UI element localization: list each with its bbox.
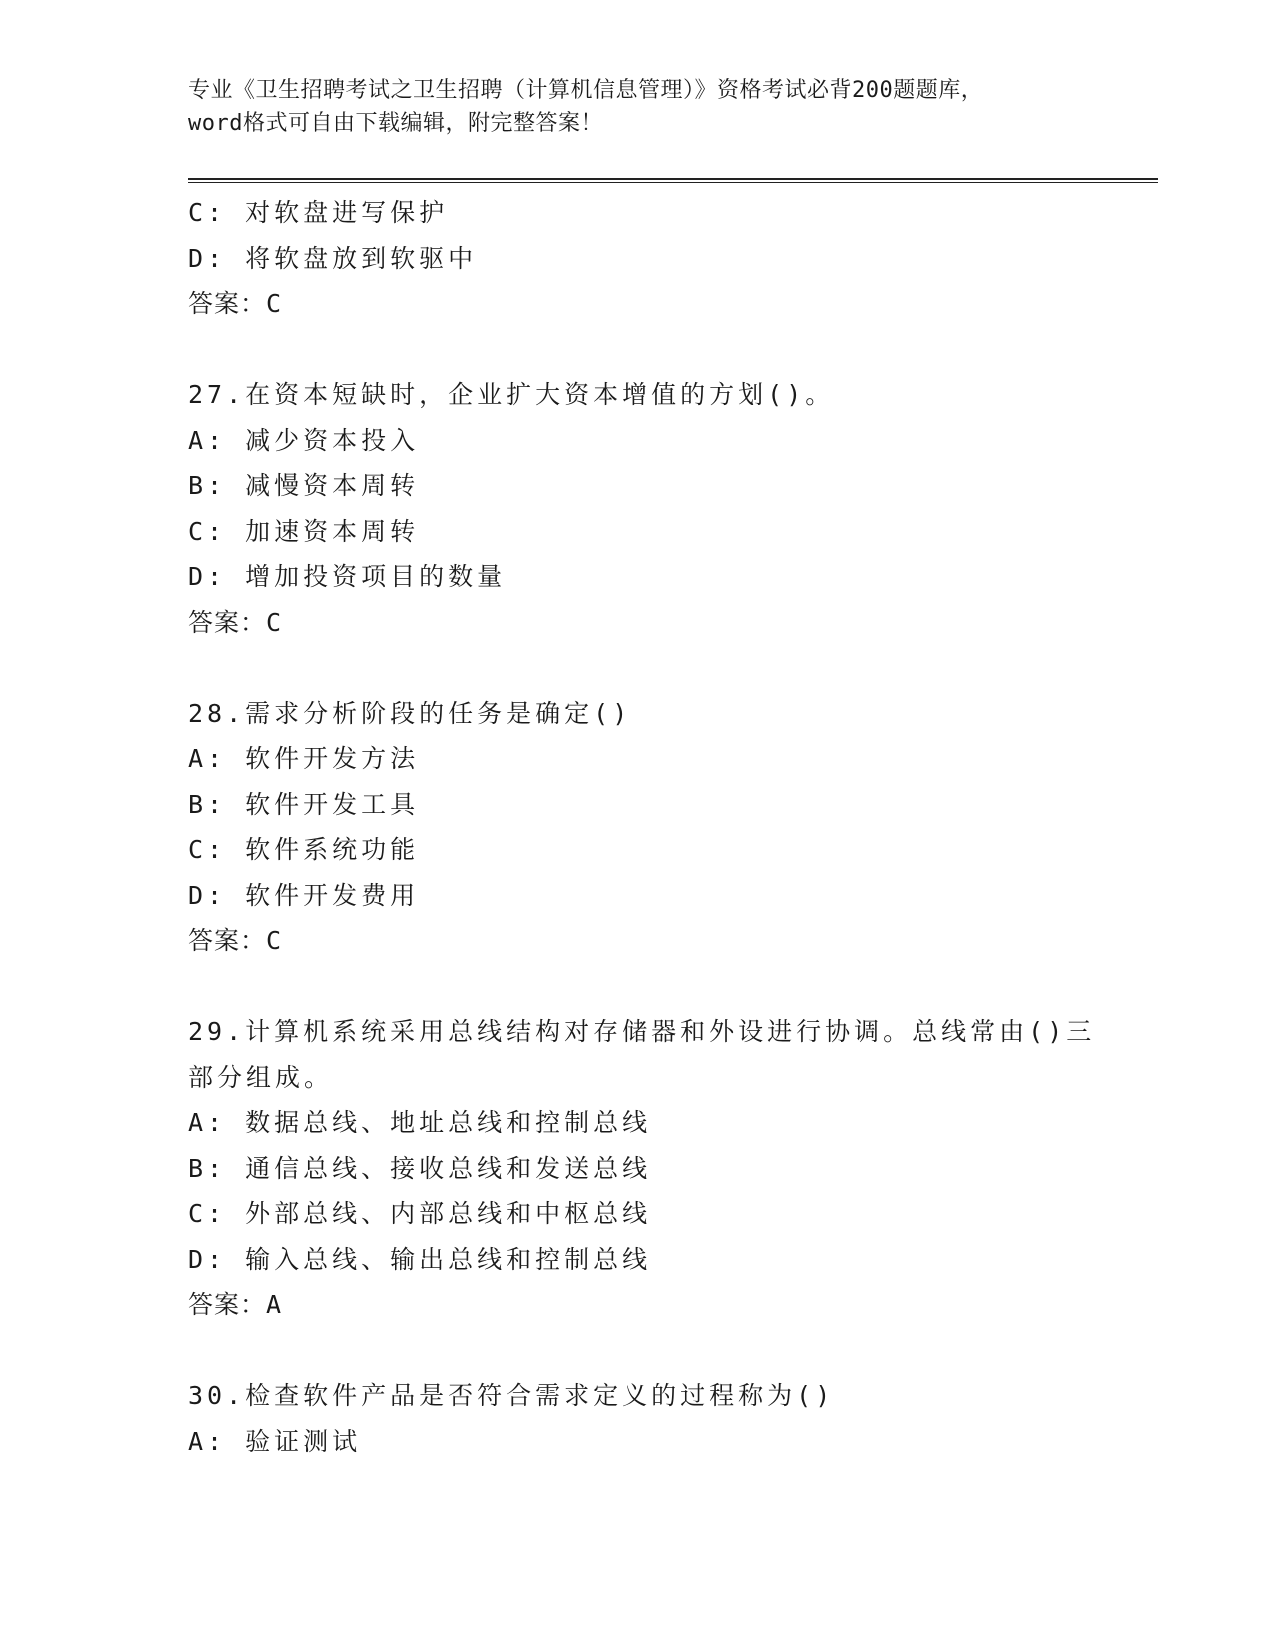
option-d: D: 软件开发费用 bbox=[188, 880, 420, 910]
option-a: A: 验证测试 bbox=[188, 1426, 362, 1456]
question-stem-line-1: 29.计算机系统采用总线结构对存储器和外设进行协调。总线常由()三 bbox=[188, 1017, 1096, 1046]
answer: 答案：C bbox=[188, 289, 283, 318]
question-29 bbox=[188, 1009, 1096, 1328]
header-title-line-2: word格式可自由下载编辑，附完整答案！ bbox=[188, 111, 603, 136]
question-stem-line-2: 部分组成。 bbox=[188, 1062, 334, 1092]
option-c: C: 加速资本周转 bbox=[188, 516, 420, 546]
answer: 答案：A bbox=[188, 1290, 283, 1319]
answer: 答案：C bbox=[188, 926, 283, 955]
question-stem: 30.检查软件产品是否符合需求定义的过程称为() bbox=[188, 1381, 835, 1410]
option-a: A: 数据总线、地址总线和控制总线 bbox=[188, 1108, 652, 1137]
document-header bbox=[188, 74, 1088, 140]
option-a: A: 减少资本投入 bbox=[188, 425, 420, 455]
option-c: C: 对软盘进写保护 bbox=[188, 198, 449, 227]
question-30 bbox=[188, 1373, 1088, 1464]
option-d: D: 增加投资项目的数量 bbox=[188, 562, 507, 591]
header-divider bbox=[188, 178, 1158, 183]
option-a: A: 软件开发方法 bbox=[188, 744, 420, 773]
question-27 bbox=[188, 372, 1088, 645]
option-c: C: 外部总线、内部总线和中枢总线 bbox=[188, 1199, 652, 1228]
question-stem: 27.在资本短缺时，企业扩大资本增值的方划()。 bbox=[188, 380, 835, 409]
question-26-tail bbox=[188, 190, 1088, 327]
option-b: B: 软件开发工具 bbox=[188, 789, 420, 819]
spacer bbox=[188, 327, 1088, 373]
spacer bbox=[188, 645, 1088, 691]
spacer bbox=[188, 1328, 1088, 1374]
option-b: B: 减慢资本周转 bbox=[188, 471, 420, 500]
option-d: D: 将软盘放到软驱中 bbox=[188, 243, 478, 273]
question-stem: 28.需求分析阶段的任务是确定() bbox=[188, 698, 632, 728]
option-b: B: 通信总线、接收总线和发送总线 bbox=[188, 1153, 652, 1183]
answer: 答案：C bbox=[188, 607, 283, 637]
header-title-line-1: 专业《卫生招聘考试之卫生招聘（计算机信息管理）》资格考试必背200题题库， bbox=[188, 78, 984, 103]
question-28 bbox=[188, 691, 1088, 964]
option-d: D: 输入总线、输出总线和控制总线 bbox=[188, 1244, 652, 1274]
spacer bbox=[188, 964, 1088, 1010]
option-c: C: 软件系统功能 bbox=[188, 835, 420, 864]
question-list bbox=[188, 190, 1096, 1464]
